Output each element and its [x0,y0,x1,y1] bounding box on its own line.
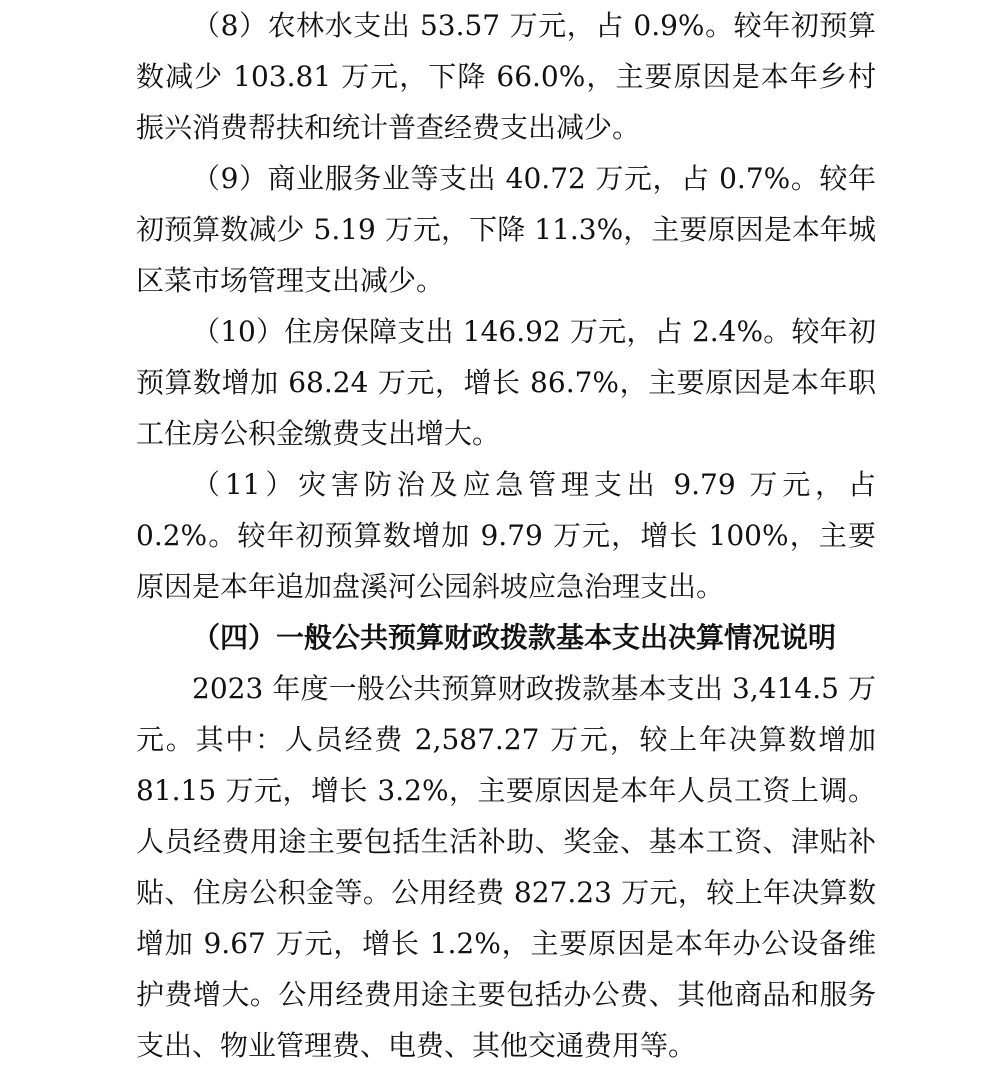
paragraph-commercial-services-expenditure: （9）商业服务业等支出 40.72 万元，占 0.7%。较年初预算数减少 5.19 万元，下降 11.3%，主要原因是本年城区菜市场管理支出减少。 [136,162,876,297]
document-page [136,0,876,1071]
paragraph-agriculture-expenditure: （8）农林水支出 53.57 万元，占 0.9%。较年初预算数减少 103.81 万元，下降 66.0%，主要原因是本年乡村振兴消费帮扶和统计普查经费支出减少。 [136,9,876,144]
paragraph-disaster-prevention-expenditure: （11）灾害防治及应急管理支出 9.79 万元，占 0.2%。较年初预算数增加 9.79 万元，增长 100%，主要原因是本年追加盘溪河公园斜坡应急治理支出。 [136,468,876,603]
paragraph-basic-expenditure-details: 2023 年度一般公共预算财政拨款基本支出 3,414.5 万元。其中：人员经费 2,587.27 万元，较上年决算数增加 81.15 万元，增长 3.2%，主要原因是本年人员工资上调。人员经费用途主要包括生活补助、奖金、基本工资、津贴补贴、住房公积金等。公用经费 827.23 万元，较上年决算数增加 9.67 万元，增长 1.2%，主要原因是本年办公设备维护费增大。公用经费用途主要包括办公费、其他商品和服务支出、物业管理费、电费、其他交通费用等。 [136,672,876,1062]
section-heading-basic-expenditure: （四）一般公共预算财政拨款基本支出决算情况说明 [192,621,837,654]
paragraph-housing-expenditure: （10）住房保障支出 146.92 万元，占 2.4%。较年初预算数增加 68.24 万元，增长 86.7%，主要原因是本年职工住房公积金缴费支出增大。 [136,315,876,450]
